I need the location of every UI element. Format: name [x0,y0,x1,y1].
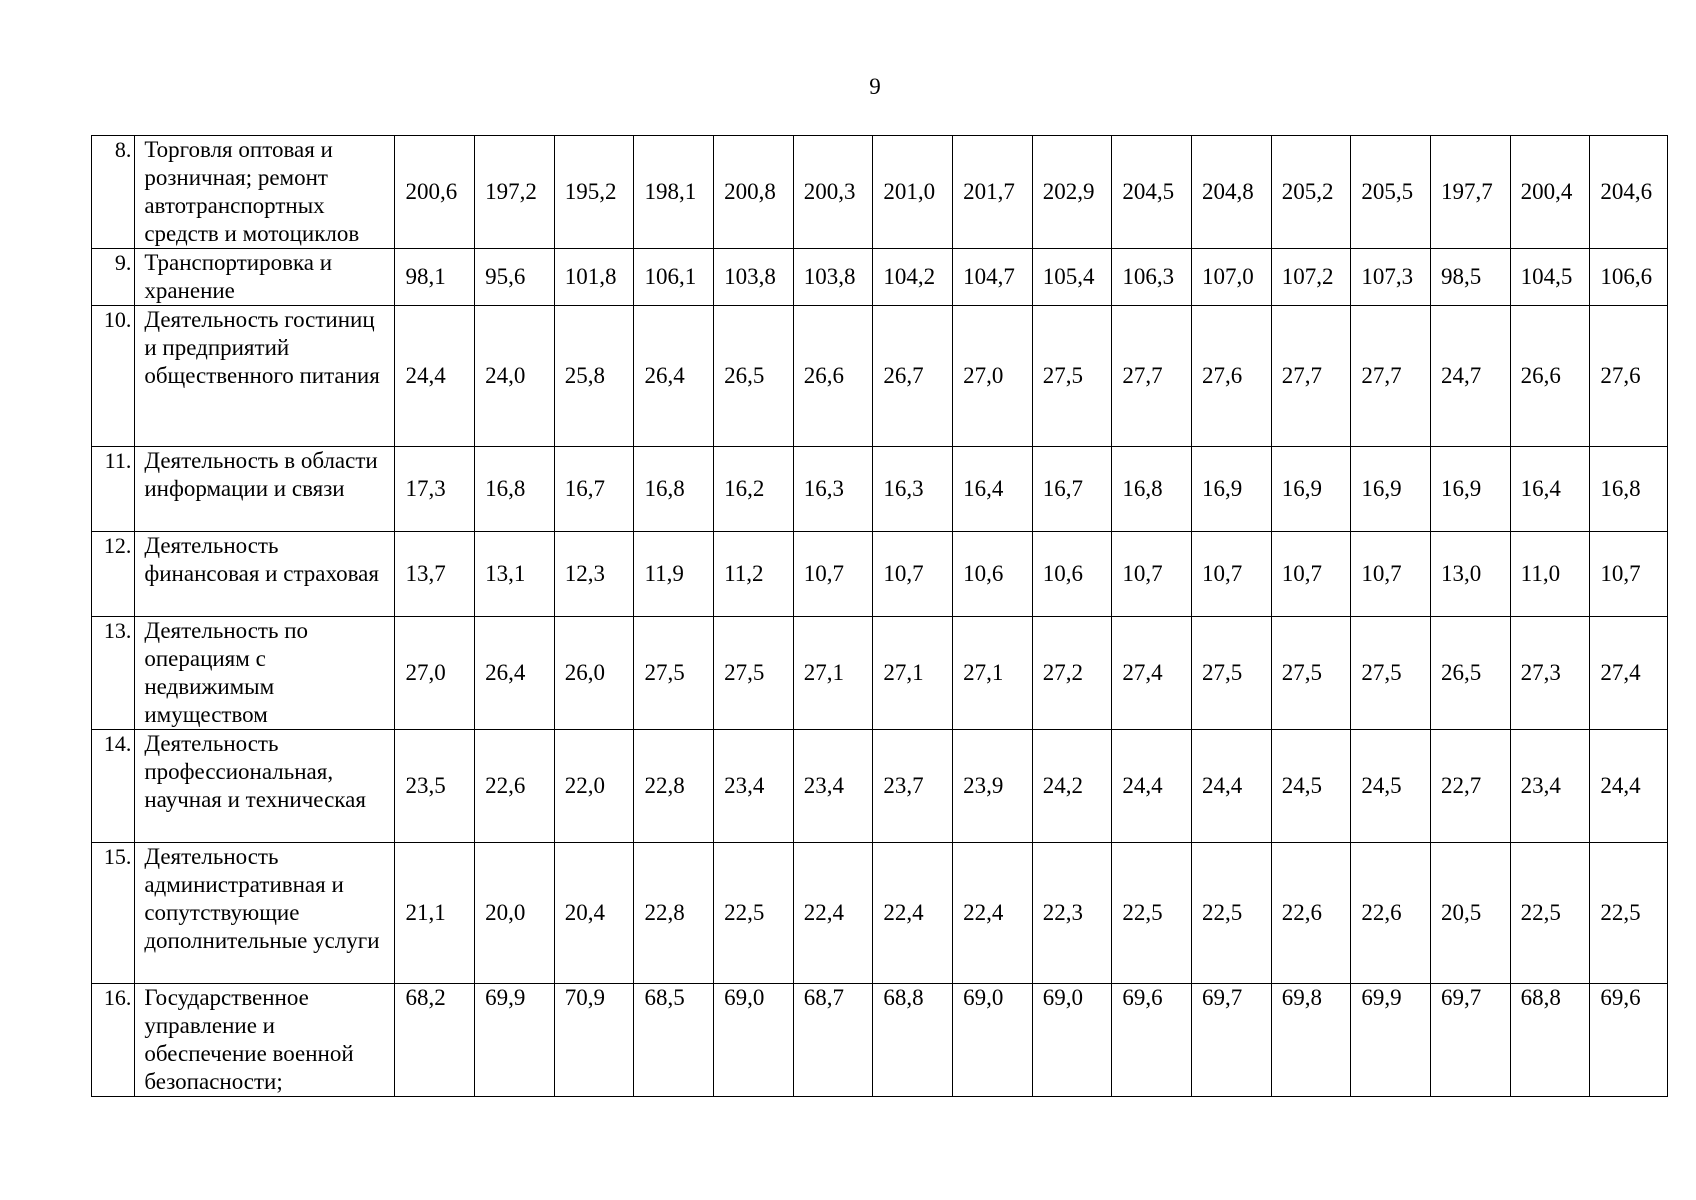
value-cell: 68,8 [873,984,953,1097]
value-cell: 16,4 [1510,447,1590,532]
table-row [92,617,1668,730]
row-number: 11. [92,447,135,532]
value-cell: 17,3 [395,447,475,532]
value-cell: 27,5 [1192,617,1272,730]
value-cell: 69,9 [475,984,555,1097]
value-cell: 27,7 [1271,306,1351,447]
value-cell: 22,5 [1590,843,1668,984]
value-cell: 22,7 [1431,730,1511,843]
row-name: Деятельность административная и сопутствующие дополнительные услуги [135,843,395,984]
value-cell: 26,5 [714,306,794,447]
value-cell: 16,3 [793,447,873,532]
value-cell: 27,5 [714,617,794,730]
value-cell: 106,3 [1112,249,1192,306]
table-row [92,532,1668,617]
table-row [92,306,1668,447]
value-cell: 22,4 [873,843,953,984]
value-cell: 70,9 [554,984,634,1097]
value-cell: 10,6 [953,532,1033,617]
value-cell: 27,1 [953,617,1033,730]
value-cell: 68,2 [395,984,475,1097]
value-cell: 16,9 [1192,447,1272,532]
value-cell: 103,8 [793,249,873,306]
value-cell: 16,8 [475,447,555,532]
value-cell: 69,0 [953,984,1033,1097]
value-cell: 26,0 [554,617,634,730]
value-cell: 23,4 [1510,730,1590,843]
value-cell: 16,7 [554,447,634,532]
value-cell: 23,4 [714,730,794,843]
value-cell: 200,8 [714,136,794,249]
value-cell: 22,6 [475,730,555,843]
value-cell: 13,1 [475,532,555,617]
value-cell: 27,2 [1032,617,1112,730]
value-cell: 200,6 [395,136,475,249]
row-name: Деятельность по операциям с недвижимым имуществом [135,617,395,730]
value-cell: 27,5 [1271,617,1351,730]
value-cell: 24,5 [1271,730,1351,843]
value-cell: 10,7 [1192,532,1272,617]
value-cell: 16,8 [1112,447,1192,532]
table-row [92,730,1668,843]
value-cell: 205,2 [1271,136,1351,249]
value-cell: 69,0 [1032,984,1112,1097]
value-cell: 27,6 [1192,306,1272,447]
value-cell: 69,6 [1112,984,1192,1097]
value-cell: 98,1 [395,249,475,306]
value-cell: 22,8 [634,730,714,843]
value-cell: 20,0 [475,843,555,984]
row-name: Деятельность гостиниц и предприятий общественного питания [135,306,395,447]
value-cell: 204,6 [1590,136,1668,249]
table-body [92,136,1668,1097]
value-cell: 69,0 [714,984,794,1097]
value-cell: 103,8 [714,249,794,306]
value-cell: 24,7 [1431,306,1511,447]
value-cell: 27,0 [395,617,475,730]
value-cell: 98,5 [1431,249,1511,306]
table-row [92,249,1668,306]
value-cell: 104,7 [953,249,1033,306]
value-cell: 23,9 [953,730,1033,843]
value-cell: 69,7 [1192,984,1272,1097]
value-cell: 16,7 [1032,447,1112,532]
value-cell: 24,4 [395,306,475,447]
value-cell: 10,7 [793,532,873,617]
value-cell: 104,5 [1510,249,1590,306]
value-cell: 20,4 [554,843,634,984]
table-row [92,984,1668,1097]
value-cell: 202,9 [1032,136,1112,249]
value-cell: 24,4 [1112,730,1192,843]
value-cell: 105,4 [1032,249,1112,306]
value-cell: 26,5 [1431,617,1511,730]
value-cell: 10,6 [1032,532,1112,617]
value-cell: 11,2 [714,532,794,617]
value-cell: 27,5 [1032,306,1112,447]
value-cell: 10,7 [873,532,953,617]
value-cell: 27,6 [1590,306,1668,447]
row-name: Деятельность финансовая и страховая [135,532,395,617]
row-name: Деятельность профессиональная, научная и техническая [135,730,395,843]
row-number: 9. [92,249,135,306]
value-cell: 104,2 [873,249,953,306]
row-number: 13. [92,617,135,730]
value-cell: 23,7 [873,730,953,843]
value-cell: 10,7 [1271,532,1351,617]
value-cell: 27,1 [793,617,873,730]
value-cell: 24,4 [1192,730,1272,843]
value-cell: 13,7 [395,532,475,617]
value-cell: 16,4 [953,447,1033,532]
value-cell: 26,6 [1510,306,1590,447]
value-cell: 69,6 [1590,984,1668,1097]
value-cell: 26,4 [634,306,714,447]
value-cell: 22,6 [1271,843,1351,984]
value-cell: 22,0 [554,730,634,843]
value-cell: 95,6 [475,249,555,306]
row-number: 15. [92,843,135,984]
value-cell: 204,5 [1112,136,1192,249]
value-cell: 10,7 [1112,532,1192,617]
value-cell: 22,4 [953,843,1033,984]
table-row [92,843,1668,984]
value-cell: 22,4 [793,843,873,984]
value-cell: 68,5 [634,984,714,1097]
table-row [92,136,1668,249]
value-cell: 16,9 [1431,447,1511,532]
value-cell: 16,8 [1590,447,1668,532]
row-number: 8. [92,136,135,249]
value-cell: 26,6 [793,306,873,447]
value-cell: 197,2 [475,136,555,249]
value-cell: 22,5 [1510,843,1590,984]
value-cell: 22,8 [634,843,714,984]
value-cell: 22,3 [1032,843,1112,984]
value-cell: 204,8 [1192,136,1272,249]
value-cell: 10,7 [1590,532,1668,617]
value-cell: 27,7 [1351,306,1431,447]
value-cell: 27,3 [1510,617,1590,730]
value-cell: 24,4 [1590,730,1668,843]
value-cell: 68,7 [793,984,873,1097]
value-cell: 201,7 [953,136,1033,249]
value-cell: 107,0 [1192,249,1272,306]
row-name: Торговля оптовая и розничная; ремонт автотранспортных средств и мотоциклов [135,136,395,249]
row-name: Деятельность в области информации и связи [135,447,395,532]
value-cell: 27,7 [1112,306,1192,447]
value-cell: 205,5 [1351,136,1431,249]
value-cell: 11,0 [1510,532,1590,617]
value-cell: 24,2 [1032,730,1112,843]
value-cell: 10,7 [1351,532,1431,617]
value-cell: 69,8 [1271,984,1351,1097]
table-row [92,447,1668,532]
value-cell: 201,0 [873,136,953,249]
value-cell: 27,0 [953,306,1033,447]
value-cell: 27,4 [1590,617,1668,730]
value-cell: 24,5 [1351,730,1431,843]
value-cell: 22,5 [1192,843,1272,984]
value-cell: 16,9 [1351,447,1431,532]
value-cell: 22,5 [714,843,794,984]
value-cell: 22,6 [1351,843,1431,984]
value-cell: 11,9 [634,532,714,617]
value-cell: 27,5 [634,617,714,730]
value-cell: 27,5 [1351,617,1431,730]
value-cell: 200,3 [793,136,873,249]
value-cell: 22,5 [1112,843,1192,984]
value-cell: 107,2 [1271,249,1351,306]
value-cell: 20,5 [1431,843,1511,984]
value-cell: 200,4 [1510,136,1590,249]
value-cell: 106,6 [1590,249,1668,306]
value-cell: 23,4 [793,730,873,843]
value-cell: 25,8 [554,306,634,447]
value-cell: 195,2 [554,136,634,249]
page-number: 9 [869,74,881,99]
value-cell: 197,7 [1431,136,1511,249]
row-name: Транспортировка и хранение [135,249,395,306]
row-number: 14. [92,730,135,843]
value-cell: 101,8 [554,249,634,306]
value-cell: 69,9 [1351,984,1431,1097]
value-cell: 106,1 [634,249,714,306]
value-cell: 23,5 [395,730,475,843]
value-cell: 69,7 [1431,984,1511,1097]
value-cell: 21,1 [395,843,475,984]
row-number: 12. [92,532,135,617]
value-cell: 24,0 [475,306,555,447]
row-name: Государственное управление и обеспечение военной безопасности; [135,984,395,1097]
value-cell: 13,0 [1431,532,1511,617]
value-cell: 107,3 [1351,249,1431,306]
row-number: 16. [92,984,135,1097]
value-cell: 16,8 [634,447,714,532]
value-cell: 27,1 [873,617,953,730]
value-cell: 68,8 [1510,984,1590,1097]
value-cell: 198,1 [634,136,714,249]
value-cell: 16,3 [873,447,953,532]
row-number: 10. [92,306,135,447]
value-cell: 16,2 [714,447,794,532]
value-cell: 27,4 [1112,617,1192,730]
value-cell: 12,3 [554,532,634,617]
value-cell: 26,4 [475,617,555,730]
value-cell: 16,9 [1271,447,1351,532]
value-cell: 26,7 [873,306,953,447]
data-table [91,135,1668,1097]
